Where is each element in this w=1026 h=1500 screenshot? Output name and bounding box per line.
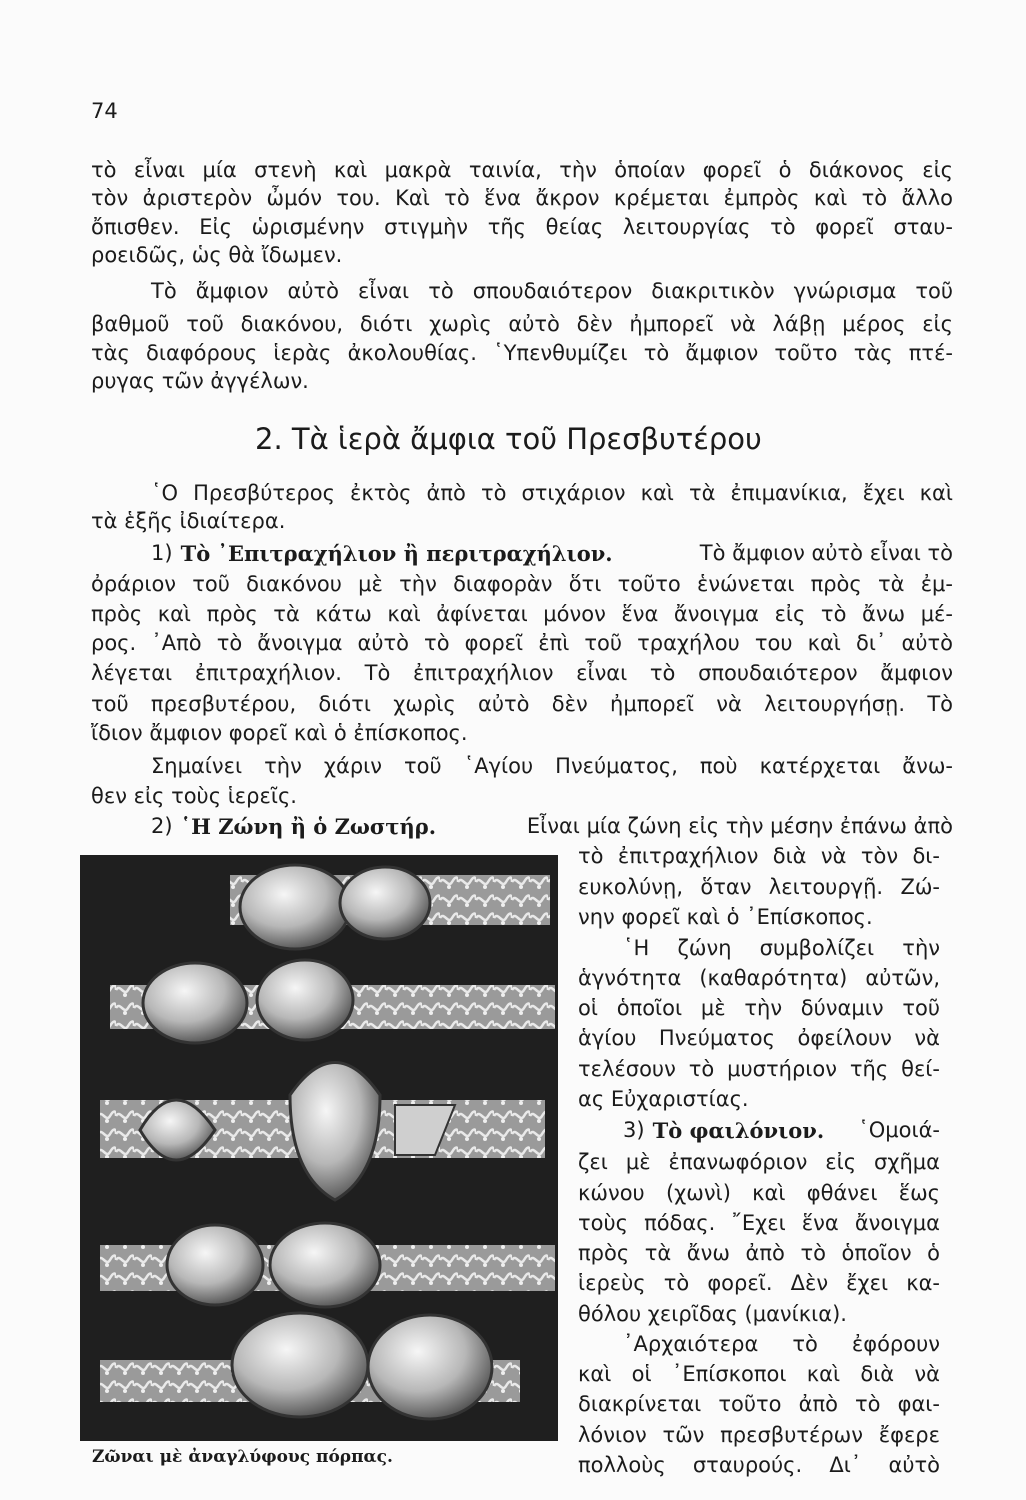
belts-photo bbox=[80, 855, 558, 1441]
text-line: καὶ οἱ ᾿Επίσκοποι καὶ διὰ νὰ bbox=[578, 1362, 940, 1386]
text-line: θεν εἰς τοὺς ἱερεῖς. bbox=[91, 784, 297, 808]
item-title: Τὸ ᾿Επιτραχήλιον ἢ περιτραχήλιον. bbox=[180, 541, 613, 566]
item-title: Τὸ φαιλόνιον. bbox=[652, 1118, 825, 1143]
buckle bbox=[232, 1313, 368, 1417]
item-title: ῾Η Ζώνη ἢ ὁ Ζωστήρ. bbox=[180, 814, 437, 839]
buckle bbox=[143, 963, 247, 1043]
text-line: πρὸς καὶ πρὸς τὰ κάτω καὶ ἀφίνεται μόνον ἕνα ἄνοιγμα εἰς τὸ ἄνω μέ- bbox=[91, 602, 953, 626]
text-line: διακρίνεται τοῦτο ἀπὸ τὸ φαι- bbox=[578, 1392, 940, 1416]
text-line: ἁγνότητα (καθαρότητα) αὐτῶν, bbox=[578, 966, 940, 990]
text-line: νην φορεῖ καὶ ὁ ᾿Επίσκοπος. bbox=[578, 905, 873, 929]
text-line: Σημαίνει τὴν χάριν τοῦ ῾Αγίου Πνεύματος, ποὺ κατέρχεται ἄνω- bbox=[151, 754, 953, 778]
page-number: 74 bbox=[91, 99, 118, 123]
item-1-first-line bbox=[151, 543, 953, 564]
text-line: τὰς διαφόρους ἱερὰς ἀκολουθίας. ῾Υπενθυμίζει τὸ ἄμφιον τοῦτο τὰς πτέ- bbox=[91, 341, 953, 365]
text-line: ὀράριον τοῦ διακόνου μὲ τὴν διαφορὰν ὅτι τοῦτο ἑνώνεται πρὸς τὰ ἐμ- bbox=[91, 572, 953, 596]
buckle bbox=[240, 865, 350, 949]
buckle bbox=[368, 1315, 492, 1419]
item-number: 2) bbox=[151, 814, 173, 838]
text-line: ρος. ᾿Απὸ τὸ ἄνοιγμα αὐτὸ τὸ φορεῖ ἐπὶ τοῦ τραχήλου του καὶ δι᾿ αὐτὸ bbox=[91, 631, 953, 655]
section-heading: 2. Τὰ ἱερὰ ἄμφια τοῦ Πρεσβυτέρου bbox=[255, 422, 762, 456]
text-line: ῾Η ζώνη συμβολίζει τὴν bbox=[623, 936, 940, 960]
text-line: ἁγίου Πνεύματος ὀφείλουν νὰ bbox=[578, 1026, 940, 1050]
text-line: λόνιον τῶν πρεσβυτέρων ἔφερε bbox=[578, 1423, 940, 1447]
figure-caption: Ζῶναι μὲ ἀναγλύφους πόρπας. bbox=[92, 1447, 393, 1467]
text-line: τελέσουν τὸ μυστήριον τῆς θεί- bbox=[578, 1057, 940, 1081]
text-line: τὸ εἶναι μία στενὴ καὶ μακρὰ ταινία, τὴν ὁποίαν φορεῖ ὁ διάκονος εἰς bbox=[91, 158, 953, 182]
text-line: ᾿Αρχαιότερα τὸ ἐφόρουν bbox=[623, 1332, 940, 1356]
text-line: ζει μὲ ἐπανωφόριον εἰς σχῆμα bbox=[578, 1150, 940, 1174]
text-line: ευκολύνῃ, ὅταν λειτουργῇ. Ζώ- bbox=[578, 875, 940, 899]
belts-illustration bbox=[80, 855, 558, 1441]
item-number: 1) bbox=[151, 541, 173, 565]
text-line: ἱερεὺς τὸ φορεῖ. Δὲν ἔχει κα- bbox=[578, 1271, 940, 1295]
text-line: τὰ ἑξῆς ἰδιαίτερα. bbox=[91, 509, 286, 533]
text-line: τὸ ἐπιτραχήλιον διὰ νὰ τὸν δι- bbox=[578, 844, 940, 868]
buckle bbox=[340, 867, 430, 939]
text-line: ῾Ο Πρεσβύτερος ἐκτὸς ἀπὸ τὸ στιχάριον καὶ τὰ ἐπιμανίκια, ἔχει καὶ bbox=[151, 481, 953, 505]
item-2-first-line bbox=[151, 816, 953, 837]
item-text: ῾Ομοιά- bbox=[858, 1118, 940, 1142]
text-line: ὄπισθεν. Εἰς ὡρισμένην στιγμὴν τῆς θείας λειτουργίας τὸ φορεῖ σταυ- bbox=[91, 215, 953, 239]
item-text: Τὸ ἄμφιον αὐτὸ εἶναι τὸ bbox=[699, 541, 953, 565]
buckle bbox=[270, 1223, 380, 1307]
text-line: κώνου (χωνὶ) καὶ φθάνει ἕως bbox=[578, 1181, 940, 1205]
item-3-first-line bbox=[623, 1120, 940, 1141]
item-number: 3) bbox=[623, 1118, 645, 1142]
buckle bbox=[257, 960, 353, 1040]
text-line: πολλοὺς σταυρούς. Δι᾿ αὐτὸ bbox=[578, 1453, 940, 1477]
text-line: πρὸς τὰ ἄνω ἀπὸ τὸ ὁποῖον ὁ bbox=[578, 1241, 940, 1265]
text-line: ας Εὐχαριστίας. bbox=[578, 1087, 749, 1111]
text-line: Τὸ ἄμφιον αὐτὸ εἶναι τὸ σπουδαιότερον διακριτικὸν γνώρισμα τοῦ bbox=[151, 279, 953, 303]
text-line: ρυγας τῶν ἀγγέλων. bbox=[91, 369, 309, 393]
text-line: οἱ ὁποῖοι μὲ τὴν δύναμιν τοῦ bbox=[578, 996, 940, 1020]
text-line: ροειδῶς, ὡς θὰ ἴδωμεν. bbox=[91, 243, 343, 267]
text-line: θόλου χειρῖδας (μανίκια). bbox=[578, 1302, 847, 1326]
text-line: τὸν ἀριστερὸν ὦμόν του. Καὶ τὸ ἕνα ἄκρον κρέμεται ἐμπρὸς καὶ τὸ ἄλλο bbox=[91, 186, 953, 210]
text-line: λέγεται ἐπιτραχήλιον. Τὸ ἐπιτραχήλιον εἶναι τὸ σπουδαιότερον ἄμφιον bbox=[91, 661, 953, 685]
buckle bbox=[167, 1225, 263, 1305]
text-line: τοῦ πρεσβυτέρου, διότι χωρὶς αὐτὸ δὲν ἠμπορεῖ νὰ λειτουργήσῃ. Τὸ bbox=[91, 692, 953, 716]
text-line: βαθμοῦ τοῦ διακόνου, διότι χωρὶς αὐτὸ δὲν ἠμπορεῖ νὰ λάβῃ μέρος εἰς bbox=[91, 312, 953, 336]
item-text: Εἶναι μία ζώνη εἰς τὴν μέσην ἐπάνω ἀπὸ bbox=[526, 814, 953, 838]
text-line: τοὺς πόδας. ῎Εχει ἕνα ἄνοιγμα bbox=[578, 1211, 940, 1235]
text-line: ἴδιον ἄμφιον φορεῖ καὶ ὁ ἐπίσκοπος. bbox=[91, 721, 468, 745]
